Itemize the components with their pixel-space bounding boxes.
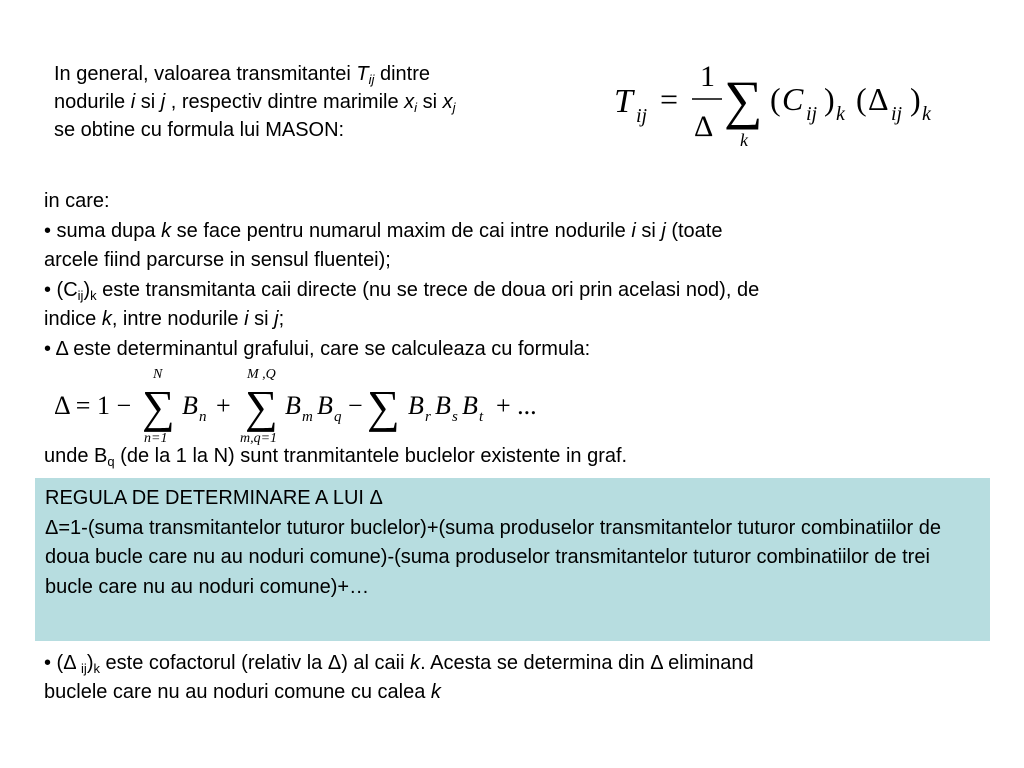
mason-denominator: Δ — [694, 110, 714, 143]
intro-line-3: se obtine cu formula lui MASON: — [54, 119, 345, 141]
b-s: B — [435, 391, 451, 420]
k-subscript: k — [93, 661, 100, 676]
bullet-delta: • Δ este determinantul grafului, care se calculeaza cu formula: — [44, 337, 591, 360]
bullet-cij-line-2 — [44, 305, 974, 335]
bullet-sum-line-1 — [44, 217, 974, 247]
cofactor-text: • (Δ — [44, 652, 82, 674]
rule-text: Δ=1-(suma transmitantelor tuturor buclelor)+(suma produselor transmitantelor tuturor combinatiilor de doua bucle care nu au noduri comune)-(suma produselor transmitantelor tuturor combinatiilor de trei bucle care nu au noduri comune)+… — [45, 516, 941, 598]
bullet-text: (toate — [665, 219, 723, 242]
i-subscript: i — [414, 100, 418, 115]
sum-2-sign: ∑ — [245, 381, 278, 432]
b-m: B — [285, 391, 301, 420]
unde-text: unde B — [44, 445, 108, 467]
minus-sign: − — [348, 391, 363, 420]
cofactor-text: buclele care nu au noduri comune cu calea — [44, 681, 431, 703]
mason-rparen-1: ) — [824, 81, 835, 117]
b-n: B — [182, 391, 198, 420]
bullet-text: • suma dupa — [44, 219, 162, 242]
in-care-label: in care: — [44, 190, 110, 212]
k-symbol: k — [161, 219, 172, 242]
bullet-text: se face pentru numarul maxim de cai intre nodurile — [171, 219, 632, 242]
rule-content — [45, 484, 980, 602]
mason-k-sub-2: k — [922, 103, 931, 125]
j-subscript: j — [452, 100, 456, 115]
k-symbol: k — [101, 308, 112, 330]
t-symbol: T — [356, 63, 369, 85]
bullet-text: ; — [278, 308, 285, 330]
mason-lparen-1: ( — [770, 81, 781, 117]
sum-2-upper: M ,Q — [247, 367, 276, 382]
delta-lhs: Δ = 1 − — [54, 391, 132, 420]
j-symbol: j — [274, 308, 279, 330]
i-symbol: i — [130, 91, 136, 113]
b-r: B — [408, 391, 424, 420]
intro-text: In general, valoarea transmitantei — [54, 63, 357, 85]
j-symbol: j — [661, 219, 666, 242]
formula-tail: + ... — [496, 391, 537, 420]
intro-text: nodurile — [54, 91, 131, 113]
mason-c: C — [782, 81, 804, 117]
mason-sum-index: k — [740, 130, 748, 150]
mason-formula — [612, 56, 952, 156]
bullet-text: si — [248, 308, 275, 330]
bullet-text: , intre nodurile — [111, 308, 245, 330]
intro-text: si — [417, 91, 443, 113]
b-q-sub: q — [334, 409, 342, 425]
mason-lparen-2: ( — [856, 81, 867, 117]
unde-text: (de la 1 la N) sunt tranmitantele buclelor existente in graf. — [114, 445, 628, 467]
rule-title: REGULA DE DETERMINARE A LUI Δ — [45, 487, 383, 509]
mason-equals: = — [660, 81, 679, 117]
bullet-text: ) — [83, 278, 91, 301]
b-t: B — [462, 391, 478, 420]
sum-1-sign: ∑ — [142, 381, 175, 432]
b-r-sub: r — [425, 409, 431, 425]
rule-box — [35, 478, 990, 641]
mason-c-sub: ij — [806, 103, 818, 125]
sum-3-sign: ∑ — [367, 381, 400, 432]
i-symbol: i — [244, 308, 249, 330]
x-symbol: x — [442, 91, 453, 113]
mason-delta: Δ — [868, 81, 889, 117]
b-n-sub: n — [199, 409, 207, 425]
cofactor-line-1 — [44, 649, 984, 678]
cofactor-text: ) — [86, 652, 94, 674]
bullet-text: indice — [44, 308, 102, 330]
ij-subscript: ij — [81, 661, 87, 676]
mason-lhs: T — [614, 83, 633, 120]
b-s-sub: s — [452, 409, 458, 425]
intro-paragraph — [54, 60, 574, 144]
cofactor-paragraph — [44, 649, 984, 707]
explanation-block — [44, 187, 974, 364]
intro-text: dintre — [374, 63, 430, 85]
k-symbol: k — [430, 681, 441, 703]
b-m-sub: m — [302, 409, 313, 425]
bullet-sum-line-2: arcele fiind parcurse in sensul fluentei); — [44, 249, 391, 271]
k-symbol: k — [410, 652, 421, 674]
ij-subscript: ij — [77, 287, 84, 303]
i-symbol: i — [631, 219, 636, 242]
mason-k-sub-1: k — [836, 103, 845, 125]
unde-line — [44, 443, 944, 469]
j-symbol: j — [160, 91, 166, 113]
plus-sign: + — [216, 391, 231, 420]
b-t-sub: t — [479, 409, 484, 425]
b-q: B — [317, 391, 333, 420]
cofactor-text: este cofactorul (relativ la Δ) al caii — [99, 652, 411, 674]
mason-rparen-2: ) — [910, 81, 921, 117]
mason-sum-sign: ∑ — [724, 70, 763, 130]
sum-1-lower: n=1 — [144, 431, 168, 446]
intro-line-2 — [54, 88, 574, 116]
bullet-cij-line-1 — [44, 276, 974, 306]
intro-text: , respectiv dintre marimile — [165, 91, 405, 113]
sum-2-lower: m,q=1 — [240, 431, 278, 446]
cofactor-line-2 — [44, 678, 984, 707]
ij-subscript: ij — [368, 72, 375, 87]
intro-line-1 — [54, 60, 574, 88]
cofactor-text: . Acesta se determina din Δ eliminand — [420, 652, 754, 674]
bullet-text: este transmitanta caii directe (nu se trece de doua ori prin acelasi nod), de — [96, 278, 760, 301]
k-subscript: k — [90, 287, 97, 303]
mason-lhs-sub: ij — [636, 105, 648, 127]
bullet-text: • (C — [44, 278, 78, 301]
sum-1-upper: N — [153, 367, 163, 382]
x-symbol: x — [404, 91, 415, 113]
mason-numerator: 1 — [700, 60, 715, 93]
q-subscript: q — [107, 454, 115, 469]
intro-text: si — [135, 91, 161, 113]
bullet-text: si — [635, 219, 662, 242]
delta-formula — [52, 364, 572, 446]
mason-delta-sub: ij — [891, 103, 903, 125]
